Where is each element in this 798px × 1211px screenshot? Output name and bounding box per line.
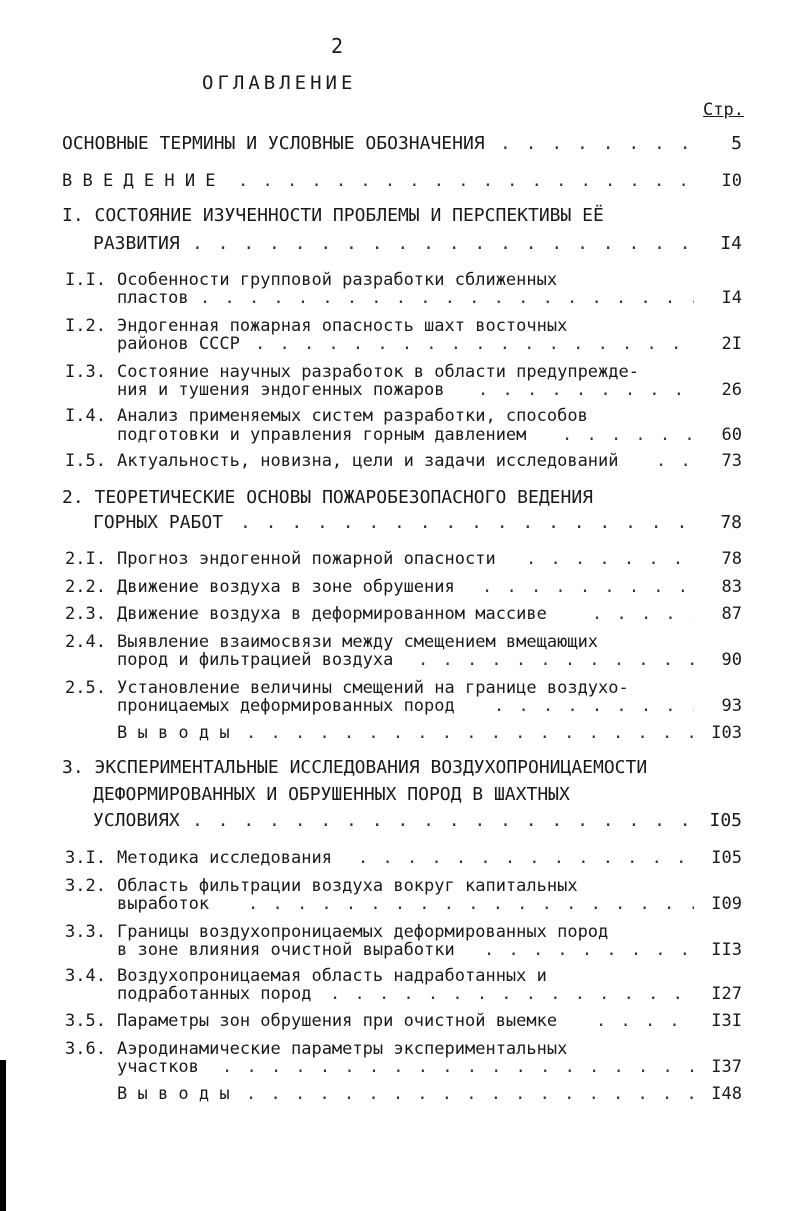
toc-line	[0, 1082, 798, 1106]
entry-title: участков	[117, 1057, 199, 1077]
entry-title: Выявление взаимосвязи между смещением вмещающих	[117, 632, 599, 652]
dot-leader	[482, 575, 694, 599]
page-ref: 83	[721, 577, 742, 597]
page-ref: I0	[721, 171, 742, 191]
page-title: ОГЛАВЛЕНИЕ	[202, 72, 357, 94]
entry-title: 3. ЭКСПЕРИМЕНТАЛЬНЫЕ ИССЛЕДОВАНИЯ ВОЗДУХОПРОНИЦАЕМОСТИ	[62, 757, 648, 778]
entry-title: Движение воздуха в зоне обрушения	[117, 577, 455, 597]
toc-line	[0, 648, 798, 672]
dot-leader	[526, 547, 694, 571]
entry-title: ГОРНЫХ РАБОТ	[93, 512, 224, 533]
section-number: 3.5.	[65, 1011, 106, 1031]
dot-leader	[246, 721, 694, 745]
entry-title: ния и тушения эндогенных пожаров	[117, 380, 445, 400]
section-number: I.2.	[65, 316, 106, 336]
entry-title: РАЗВИТИЯ	[93, 233, 180, 254]
page-ref: 2I	[721, 334, 742, 354]
section-number: 2.I.	[65, 549, 106, 569]
dot-leader	[592, 602, 694, 626]
entry-title: пластов	[117, 288, 189, 308]
dot-leader	[358, 846, 694, 870]
page-ref: I09	[711, 894, 742, 914]
section-number: 3.4.	[65, 966, 106, 986]
page-ref: II3	[711, 940, 742, 960]
section-number: I.3.	[65, 362, 106, 382]
dot-leader	[192, 809, 694, 833]
section-number: I.4.	[65, 406, 106, 426]
page-ref: 78	[720, 512, 742, 533]
section-number: 2.4.	[65, 632, 106, 652]
toc-line	[0, 204, 798, 228]
dot-leader	[238, 169, 694, 193]
section-number: 2.3.	[65, 604, 106, 624]
toc-entry-line	[0, 846, 798, 870]
page-number: 2	[331, 34, 344, 58]
entry-title: ОСНОВНЫЕ ТЕРМИНЫ И УСЛОВНЫЕ ОБОЗНАЧЕНИЯ	[62, 133, 485, 154]
toc-line	[0, 892, 798, 916]
entry-title: В ы в о д ы	[117, 723, 230, 743]
toc-line	[0, 1055, 798, 1079]
dot-leader	[494, 694, 694, 718]
entry-title: Область фильтрации воздуха вокруг капитальных	[117, 876, 578, 896]
dot-leader	[596, 1009, 694, 1033]
toc-entry-line	[0, 575, 798, 599]
page-ref: 90	[721, 650, 742, 670]
dot-leader	[248, 892, 694, 916]
dot-leader	[222, 1055, 694, 1079]
toc-line	[0, 756, 798, 780]
entry-title: ДЕФОРМИРОВАННЫХ И ОБРУШЕННЫХ ПОРОД В ШАХТНЫХ	[93, 784, 570, 805]
section-number: I.I.	[65, 270, 106, 290]
entry-title: В ы в о д ы	[117, 1084, 230, 1104]
page-ref: I03	[711, 723, 742, 743]
page-ref: 5	[731, 133, 742, 154]
entry-title: Установление величины смещений на границе воздухо-	[117, 678, 629, 698]
dot-leader	[478, 378, 694, 402]
dot-leader	[192, 232, 694, 256]
toc-entry-line	[0, 602, 798, 626]
page-ref: I05	[709, 810, 742, 831]
toc-line	[0, 938, 798, 962]
toc-line	[0, 486, 798, 510]
entry-title: выработок	[117, 894, 210, 914]
entry-title: Прогноз эндогенной пожарной опасности	[117, 549, 496, 569]
page-ref: 93	[721, 696, 742, 716]
dot-leader	[240, 511, 694, 535]
section-number: 3.3.	[65, 922, 106, 942]
section-number: 3.I.	[65, 848, 106, 868]
dot-leader	[255, 332, 694, 356]
dot-leader	[656, 449, 694, 473]
entry-title: подработанных пород	[117, 984, 312, 1004]
entry-title: Параметры зон обрушения при очистной выемке	[117, 1011, 558, 1031]
dot-leader	[484, 938, 694, 962]
section-number: 2.2.	[65, 577, 106, 597]
entry-title: Воздухопроницаемая область надработанных и	[117, 966, 547, 986]
entry-title: пород и фильтрацией воздуха	[117, 650, 394, 670]
entry-title: Методика исследования	[117, 848, 332, 868]
page-ref: 60	[721, 425, 742, 445]
toc-line	[0, 809, 798, 833]
toc-line	[0, 694, 798, 718]
page-ref: 26	[721, 380, 742, 400]
section-number: I.5.	[65, 451, 106, 471]
page-ref: 78	[721, 549, 742, 569]
entry-title: Аэродинамические параметры экспериментальных	[117, 1039, 568, 1059]
page-ref: 73	[721, 451, 742, 471]
entry-title: Особенности групповой разработки сближенных	[117, 270, 558, 290]
page-ref: I3I	[711, 1011, 742, 1031]
toc-line	[0, 982, 798, 1006]
entry-title: В В Е Д Е Н И Е	[62, 171, 216, 191]
entry-title: I. СОСТОЯНИЕ ИЗУЧЕННОСТИ ПРОБЛЕМЫ И ПЕРСПЕКТИВЫ ЕЁ	[62, 205, 604, 226]
entry-title: Границы воздухопроницаемых деформированных пород	[117, 922, 609, 942]
page-column-label: Стр.	[703, 100, 744, 120]
entry-title: Анализ применяемых систем разработки, способов	[117, 406, 588, 426]
toc-line	[0, 783, 798, 807]
entry-title: Движение воздуха в деформированном массиве	[117, 604, 547, 624]
dot-leader	[418, 648, 694, 672]
toc-line	[0, 232, 798, 256]
entry-title: Актуальность, новизна, цели и задачи исследований	[117, 451, 619, 471]
toc-line	[0, 286, 798, 310]
entry-title: в зоне влияния очистной выработки	[117, 940, 455, 960]
toc-line	[0, 721, 798, 745]
section-number: 3.2.	[65, 876, 106, 896]
toc-line	[0, 332, 798, 356]
toc-entry-line	[0, 547, 798, 571]
entry-title: подготовки и управления горным давлением	[117, 425, 527, 445]
page-ref: 87	[721, 604, 742, 624]
toc-line	[0, 132, 798, 156]
dot-leader	[500, 132, 694, 156]
entry-title: проницаемых деформированных пород	[117, 696, 455, 716]
toc-line	[0, 423, 798, 447]
toc-entry-line	[0, 449, 798, 473]
toc-entry-line	[0, 1009, 798, 1033]
entry-title: Состояние научных разработок в области предупрежде-	[117, 362, 639, 382]
page-ref: I27	[711, 984, 742, 1004]
section-number: 3.6.	[65, 1039, 106, 1059]
section-number: 2.5.	[65, 678, 106, 698]
dot-leader	[200, 286, 694, 310]
toc-line	[0, 169, 798, 193]
toc-line	[0, 511, 798, 535]
page-ref: I37	[711, 1057, 742, 1077]
page-ref: I48	[711, 1084, 742, 1104]
dot-leader	[246, 1082, 694, 1106]
entry-title: районов СССР	[117, 334, 240, 354]
page-ref: I05	[711, 848, 742, 868]
page-ref: I4	[721, 288, 742, 308]
page-ref: I4	[720, 233, 742, 254]
dot-leader	[330, 982, 694, 1006]
dot-leader	[562, 423, 694, 447]
entry-title: УСЛОВИЯХ	[93, 810, 180, 831]
toc-line	[0, 378, 798, 402]
entry-title: Эндогенная пожарная опасность шахт восточных	[117, 316, 568, 336]
entry-title: 2. ТЕОРЕТИЧЕСКИЕ ОСНОВЫ ПОЖАРОБЕЗОПАСНОГО ВЕДЕНИЯ	[62, 487, 594, 508]
